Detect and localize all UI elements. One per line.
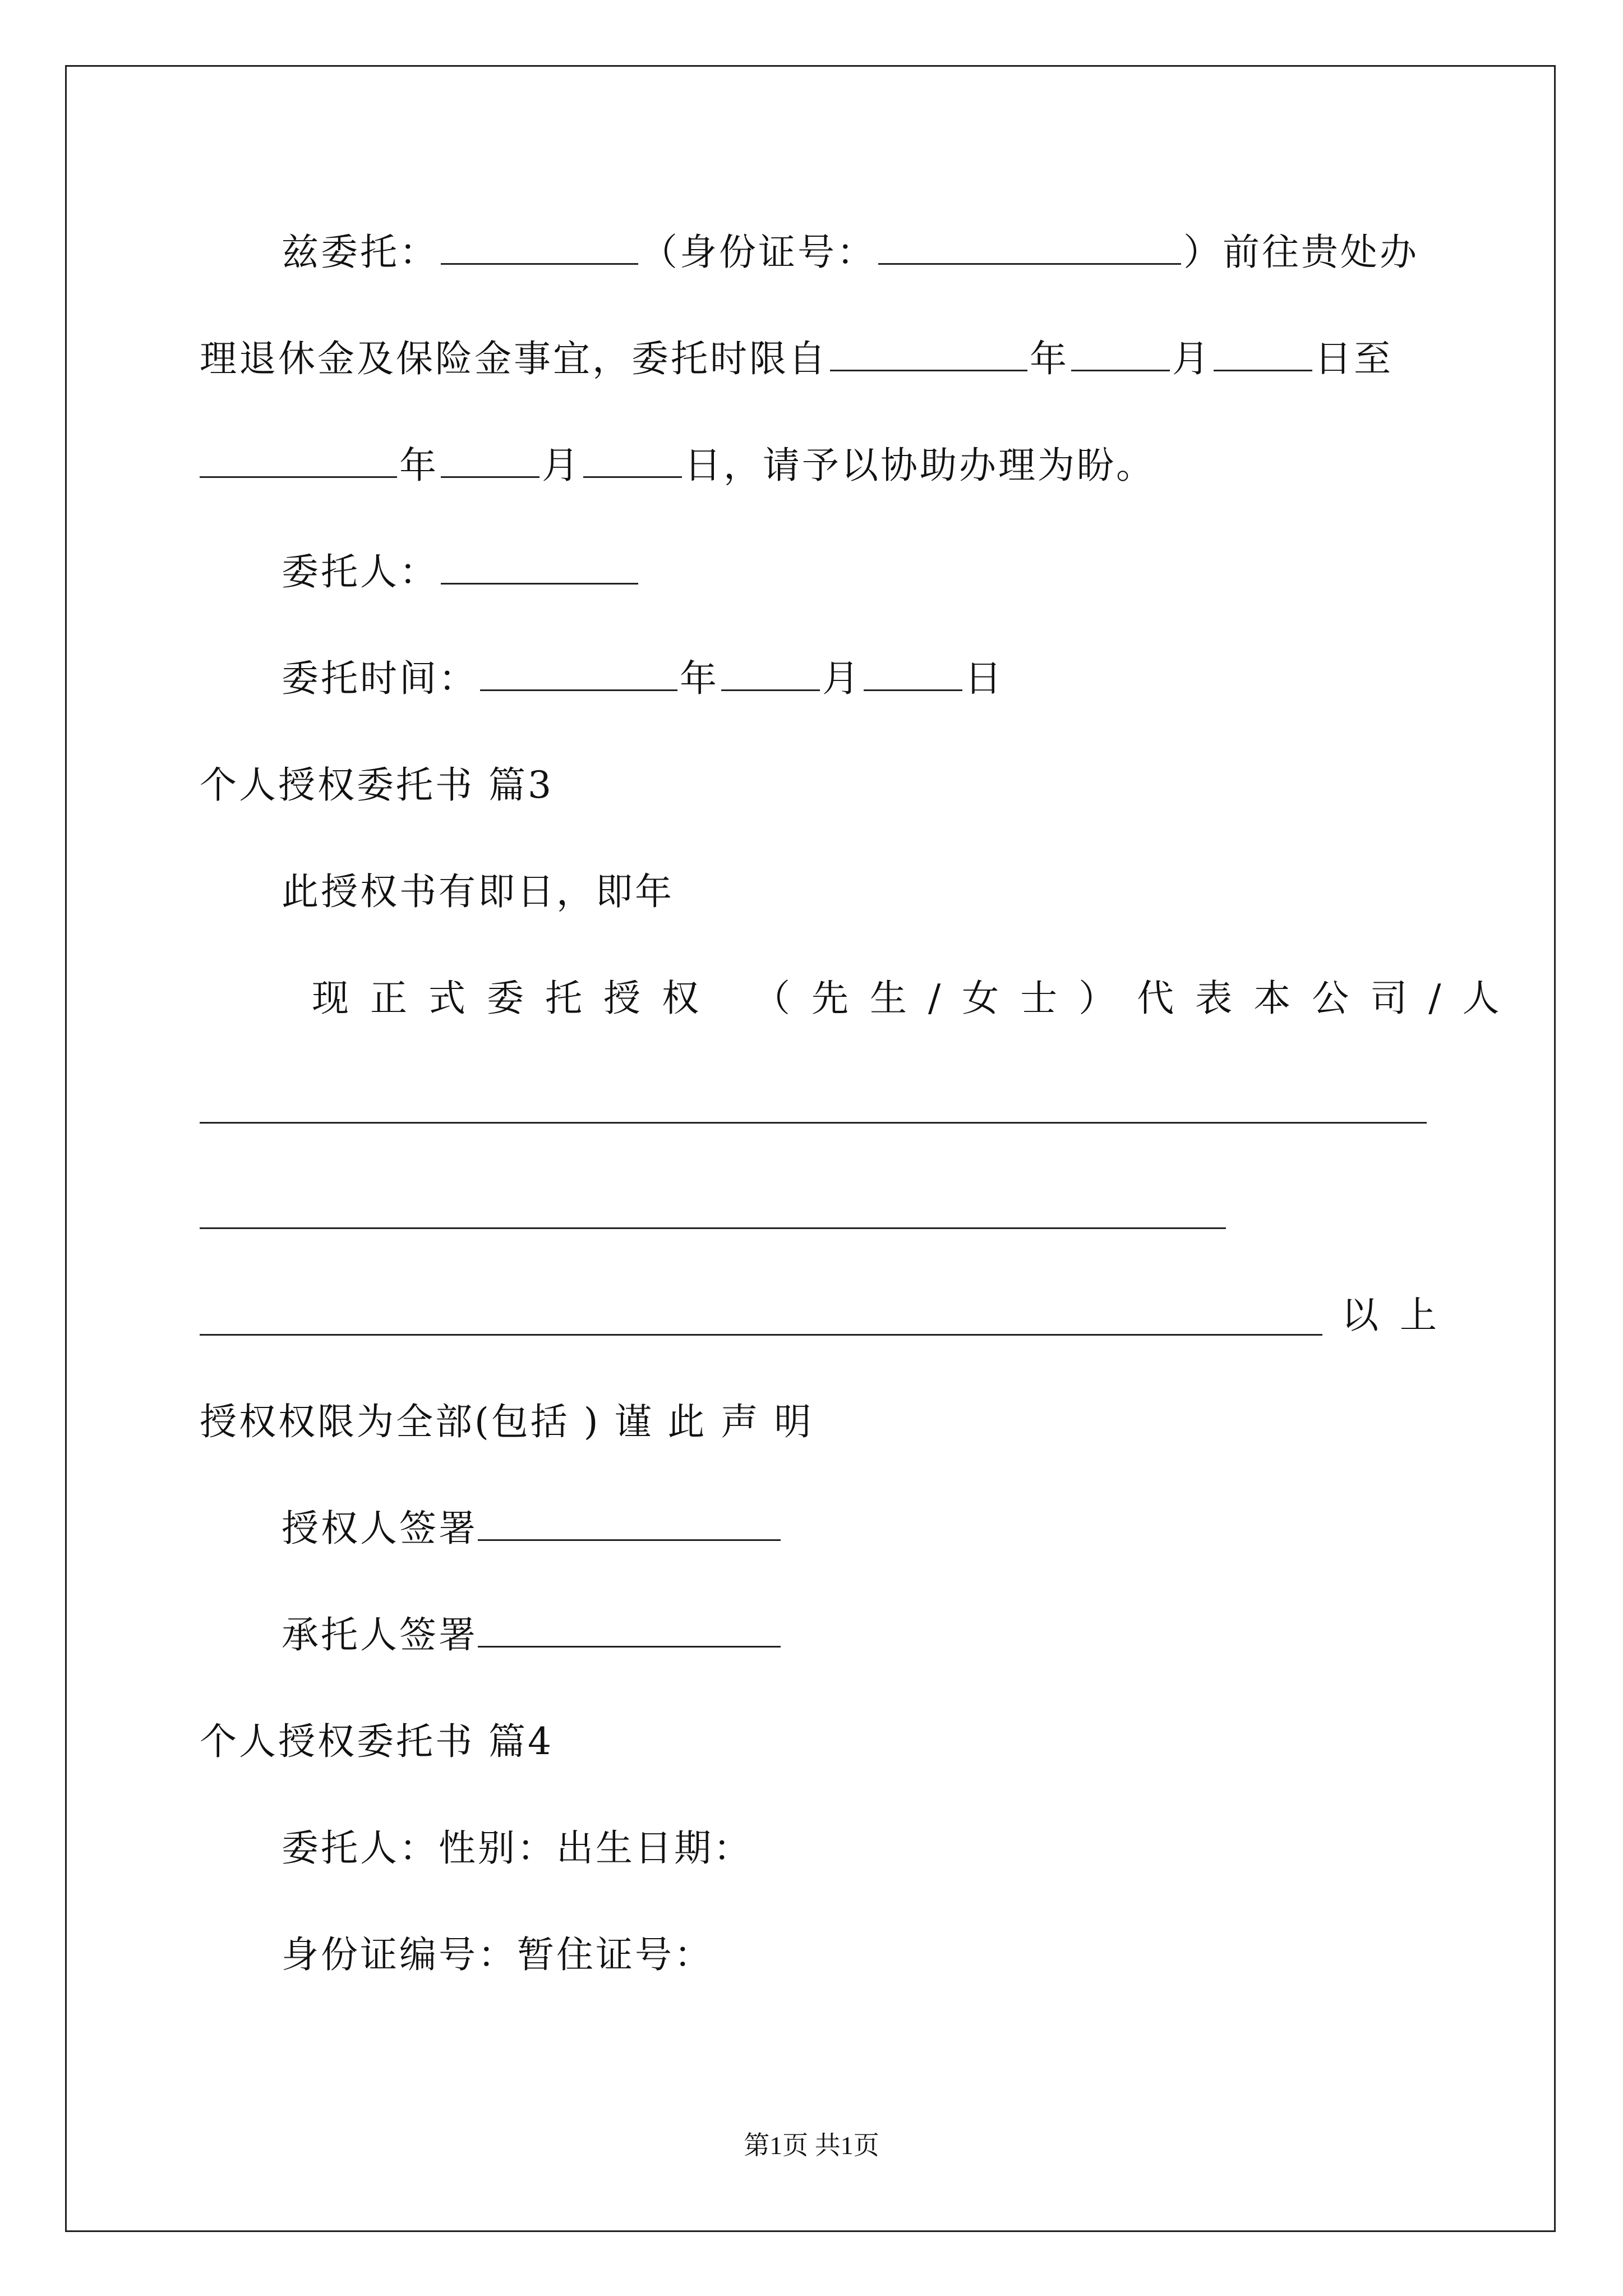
s3-line-5-tail: 以上	[1341, 1294, 1458, 1337]
blank-time-day	[864, 657, 962, 691]
blank-rule-3	[200, 1334, 1322, 1336]
text: 日至	[1315, 337, 1393, 380]
blank-rule-2	[200, 1227, 1226, 1229]
text: 理退休金及保险金事宜，委托时限自	[200, 337, 828, 380]
page-border	[65, 65, 1556, 2232]
blank-end-month	[441, 444, 540, 478]
text: 月	[542, 444, 581, 487]
blank-start-month	[1071, 337, 1170, 371]
page-footer: 第1页 共1页	[744, 2131, 879, 2160]
signer-label: 授权人签署	[282, 1507, 478, 1550]
text: 日	[965, 657, 1004, 700]
blank-name	[441, 231, 638, 265]
text: 月	[1172, 337, 1211, 380]
s3-line-6: 授权权限为全部(包括 ) 谨 此 声 明	[200, 1400, 814, 1443]
s3-line-1: 此授权书有即日，即年	[282, 870, 674, 913]
blank-id-number	[878, 231, 1181, 265]
text: ）前往贵处办	[1183, 231, 1419, 274]
text: （身份证号：	[640, 231, 876, 274]
s3-signer-line	[282, 1503, 783, 1554]
entruster-line	[282, 547, 640, 597]
blank-entruster	[441, 550, 638, 585]
blank-end-year	[200, 444, 397, 478]
time-label: 委托时间：	[282, 657, 478, 700]
blank-start-day	[1214, 337, 1312, 371]
s3-line-2: 现正式委托授权 （先生/女士）代表本公司/人	[312, 977, 1521, 1020]
agent-label: 承托人签署	[282, 1613, 478, 1657]
section-heading-4: 个人授权委托书 篇4	[200, 1720, 554, 1763]
text: 年	[399, 444, 439, 487]
blank-time-month	[721, 657, 820, 691]
blank-signer	[478, 1507, 781, 1541]
text: 月	[822, 657, 861, 700]
blank-agent	[478, 1613, 781, 1648]
s4-line-2: 身份证编号：暂住证号：	[282, 1933, 713, 1976]
entrust-time-line	[282, 654, 1004, 704]
p1-line-1	[282, 227, 1419, 278]
text: 年	[1030, 337, 1069, 380]
blank-rule-1	[200, 1122, 1427, 1124]
text: 年	[680, 657, 719, 700]
blank-start-year	[830, 337, 1027, 371]
text: 日，请予以协助办理为盼。	[684, 444, 1155, 487]
blank-end-day	[583, 444, 682, 478]
p1-line-3	[200, 440, 1155, 491]
text: 兹委托：	[282, 231, 439, 274]
entruster-label: 委托人：	[282, 550, 439, 593]
section-heading-3: 个人授权委托书 篇3	[200, 763, 554, 807]
p1-line-2	[200, 334, 1393, 384]
blank-time-year	[480, 657, 677, 691]
s3-agent-line	[282, 1610, 783, 1660]
s4-line-1: 委托人：性别：出生日期：	[282, 1826, 753, 1870]
